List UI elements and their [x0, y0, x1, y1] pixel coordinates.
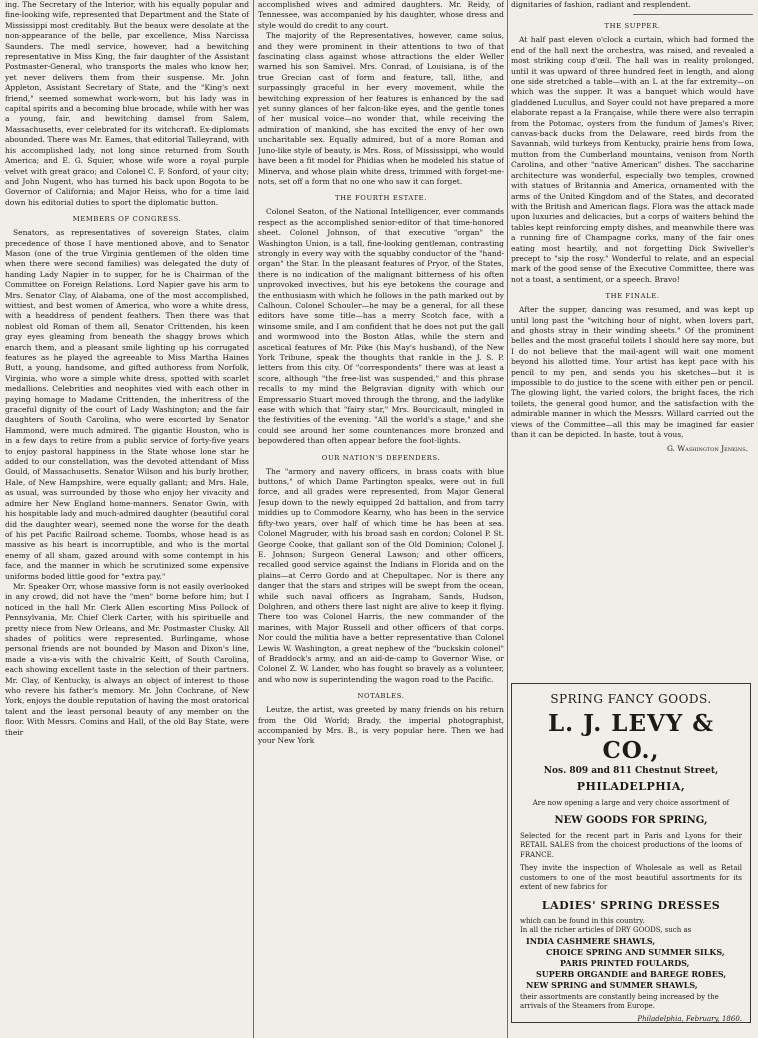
section-heading: THE SUPPER.	[604, 22, 661, 31]
divider	[633, 14, 753, 15]
paragraph: At half past eleven o'clock a curtain, which had formed the end of the hall next the orchestra, was raised, and revealed a most striking coup d'œil. The hall was in reality prolonged, until it was upward of three hundred feet in length, and along one side stretched a table—with an L at the far extremity—on which was the supper. It was a banquet which would have gladdened Lucullus, and Soyer could not have prepared a more elaborate repast a la Française, while there were also terrapin from the Potomac, oysters from the fundum of James's River, canvas-back ducks from the Delaware, reed birds from the Savannah, wild turkeys from Kentucky, prairie hens from Iowa, mutton from the Cumberland mountains, venison from North Carolina, and other "native American" dishes. The saccharine architecture was wonderful, especially two temples, crowned with statues of Britannia and America, ornamented with the arms of the United Kingdom and of the States, and decorated with the British and American flags. Flora was the attack made upon luxuries and delicacies, but a corps of waiters behind the tables kept reinforcing empty dishes, and meanwhile there was a running fire of Champagne corks, many of the fair ones eating most heartily, and not forgetting Dick Swiveller's precept to "sip the rosy." Wonderful to relate, and an especial mark of the good sense of the Executive Committee, there was not a toast, a sentiment, or a speech. Bravo!	[511, 35, 754, 284]
column-right	[511, 0, 754, 672]
ad-found-text: which can be found in this country.	[520, 916, 645, 925]
paragraph: After the supper, dancing was resumed, and was kept up until long past the "witching hour of night, when lovers part, and ghosts stray in their winding sheets." Of the prominent belles and the most graceful toilets I should here say more, but I do not believe that the mail-agent will wait one moment beyond his allotted time. Your artist has kept pace with his pencil to my pen, and sends you his sketches—but it is impossible to do justice to the scene with either pen or pencil. The glowing light, the varied colors, the bright faces, the rich toilets, the general good humor, and the satisfaction with the admirable manner in which the Messrs. Willard carried out the views of the Committee—all this may be imagined far easier than it can be depicted. In haste, tout à vous,	[511, 305, 754, 440]
ad-company-name: L. J. LEVY & CO.,	[547, 710, 715, 764]
column-left	[5, 0, 249, 1038]
paragraph: The "armory and navery officers, in brass coats with blue buttons," of which Dame Partington speaks, were out in full force, and all grades were represented, from Major General Jesup down to the newly equipped 2d battalion, and from tarry middies up to Commodore Kearny, who has been in the service fifty-two years, over half of which time he has been at sea. Colonel Magruder, with his broad sash en cordon; Colonel P. St. George Cooke, that gallant son of the Old Dominion; Colonel J. E. Johnson; Surgeon General Lawson; and other officers, recalled good service against the Indians in Florida and on the plains—at Cerro Gordo and at Chepultapec. Nor is there any danger that the stars and stripes will be swept from the ocean, while such naval officers as Ingraham, Sands, Hudson, Dolghren, and others there last night are alive to keep it flying. There too was Colonel Harris, the new commander of the marines, with Major Russell and other officers of that corps. Nor could the militia have a better representative than Colonel Lewis W. Washington, a great nephew of the "buckskin colonel" of Braddock's army, and an aid-de-camp to Governor Wise, or Colonel Z. W. Lander, who has fought so bravely as a volunteer, and who now is superintending the wagon road to the Pacific.	[258, 466, 504, 684]
section-heading: OUR NATION'S DEFENDERS.	[321, 453, 441, 462]
section-heading: MEMBERS OF CONGRESS.	[72, 215, 182, 224]
ad-invite-text: They invite the inspection of Wholesale as well as Retail customers to one of the most beautiful assortments for its extent of new fabrics for	[520, 864, 742, 891]
ad-city: PHILADELPHIA,	[576, 780, 686, 793]
ad-headline: SPRING FANCY GOODS.	[550, 692, 712, 706]
paragraph: dignitaries of fashion, radiant and resplendent.	[511, 0, 691, 9]
list-item: SUPERB ORGANDIE and BAREGE ROBES,	[536, 968, 727, 979]
signature: G. Washington Jenkins.	[666, 444, 748, 454]
ad-dateline: Philadelphia, February, 1860.	[637, 1014, 742, 1023]
ad-intro: Are now opening a large and very choice assortment of	[532, 799, 730, 807]
ad-address: Nos. 809 and 811 Chestnut Street,	[543, 766, 719, 776]
list-item: NEW SPRING and SUMMER SHAWLS,	[526, 979, 698, 990]
ad-richer-text: In all the richer articles of DRY GOODS, such as	[520, 926, 692, 934]
paragraph: Senators, as representatives of sovereign States, claim precedence of those I have mentioned above, and to Senator Mason (one of the true Virginia gentlemen of the olden time when there were second families) was delegated the duty of handing Lady Napier in to supper, for he is Chairman of the Committee on Foreign Relations. Lord Napier gave his arm to Mrs. Senator Clay, of Alabama, one of the most accomplished, wittiest, and best women of America, who wore a white dress, with a headdress of pendent feathers. Then there was that noblest old Roman of them all, Senator Crittenden, his keen gray eyes gleaming from beneath the shaggy brows which enarch them, and a pleasant smile lighting up his corrugated features as he played the agreeable to Miss Martha Haines Butt, a young, handsome, and gifted authoress from Norfolk, Virginia, who wore a simple white dress, spotted with scarlet medallions. Celebrities and neophites vied with each other in paying homage to Madame Crittenden, the inheritress of the graceful dignity of the court of Lady Washington; and the fair daughters of South Carolina, who were escorted by Senator Hammond, were much admired. The gigantic Houston, who is in a few days to retire from a public service of forty-five years to enjoy pastoral happiness in the State whose lone star he added to our constellation, was the devoted attendant of Miss Gould, of Massachusetts. Senator Wilson and his burly brother, Hale, of New Hampshire, were equally gallant; and Mrs. Hale, as usual, was surrounded by those who enjoy her vivacity and admire her New England home-manners. Senator Gwin, with his hospitable lady and much-admired daughter (beautiful coral did the daughter wear), seemed none the worse for the death of his pet Pacific Railroad scheme. Toombs, whose head is as massive as his heart is incorruptible, and who is the mortal enemy of all sham, gazed around with some contempt in his face, and the manner in which he scrutinized some expensive uniforms boded little good for "extra pay."	[5, 228, 249, 581]
section-heading: NOTABLES.	[357, 692, 405, 701]
paragraph: Mr. Speaker Orr, whose massive form is not easily overlooked in any crowd, did not have the "men" borne before him; but I noticed in the hall Mr. Clerk Allen escorting Miss Pollock of Pennsylvania, Mr. Chief Clerk Carter, with his spirituelle and pretty niece from New Orleans, and Mr. Postmaster Clusky. All shades of politics were represented. Burlingame, whose personal friends are not bounded by Mason and Dixon's line, made a vis-a-vis with the chivalric Keitt, of South Carolina, each showing excellent taste in the selection of their partners. Mr. Clay, of Kentucky, is always an object of interest to those who revere his father's memory. Mr. John Cochrane, of New York, enjoys the double reputation of having the most oratorical talent and the least personal beauty of any member on the floor. With Messrs. Comins and Hall, of the old Bay State, were their	[5, 581, 249, 737]
list-item: CHOICE SPRING AND SUMMER SILKS,	[546, 946, 725, 957]
paragraph: Leutze, the artist, was greeted by many friends on his return from the Old World; Brady, the imperial photographist, accompanied by Mrs. B., is very popular here. Then we had your New York	[258, 705, 504, 746]
list-item: PARIS PRINTED FOULARDS,	[560, 957, 690, 968]
list-item: INDIA CASHMERE SHAWLS,	[526, 935, 656, 946]
ad-item-list	[520, 936, 742, 991]
column-rule	[253, 0, 254, 1038]
ad-new-goods: NEW GOODS FOR SPRING,	[554, 814, 708, 826]
ad-assortment-text: their assortments are constantly being increased by the arrivals of the Steamers from Europe.	[520, 992, 719, 1010]
ad-ladies-dresses: LADIES' SPRING DRESSES	[541, 898, 721, 912]
paragraph: accomplished wives and admired daughters. Mr. Reidy, of Tennessee, was accompanied by his daughter, whose dress and style would do credit to any court.	[258, 0, 504, 30]
advertisement	[511, 683, 751, 1023]
paragraph: ing. The Secretary of the Interior, with his equally popular and fine-looking wife, represented that Department and the State of Mississippi most creditably. But the beaux were desolate at the non-appearance of the belle, par excellence, Miss Narcissa Saunders. The medl service, however, had a bewitching representative in Miss King, the fair daughter of the Assistant Postmaster-General, who transports the males who know her, yet never delivers them from their suspense. Mr. John Appleton, Assistant Secretary of State, and the "King's next friend," seemed somewhat work-worn, but his lady was in capital spirits and a becoming blue brocade, while with her was a young, fair, and bewitching damsel from Salem, Massachusetts, ever celebrated for its witchcraft. Ex-diplomats abounded. There was Mr. Eames, that editorial Talleyrand, with his accomplished lady, not long since returned from South America; and E. G. Squier, whose wife wore a royal purple velvet with great graco; and Colonel C. F. Sonford, of your city; and John Nugent, who has turned his back upon Bogota to be Governor of California; and Major Heiss, who for a time laid down his editorial duties to sport the diplomatic button.	[5, 0, 249, 207]
paragraph: Colonel Seaton, of the National Intelligencer, ever commands respect as the accomplished senior-editor of that time-honored sheet. Colonel Johnson, of that executive "organ" the Washington Union, is a tall, fine-looking gentleman, contrasting strongly in every way with the squabby conductor of the "hand-organ" the Star. In the pleasant features of Pryor, of the States, there is no indication of the malignant bitterness of his often unprovoked invectives, but his eye betokens the courage and the enthusiasm with which he follows in the path marked out by Calhoun. Colonel Schouler—he may be a general, for all these editors have some title—has a merry Scotch face, with a winsome smile, and I am confident that he does not put the gall and wormwood into the Boston Atlas, while the stern and ascetical features of Mr. Pike (his May's husband), of the New York Tribune, speak the thoughts that rankle in the J. S. P. letters from this city. Of "correspondents" there was at least a score, although "the free-list was suspended," and this phrase recalls to my mind the Belgravian dignity with which our Empressario Stuart moved through the throng, and the ladylike ease with which that "fairy star," Mrs. Bourcicault, mingled in the festivities of the evening. "All the world's a stage," and she could see around her some countenances more bronzed and bepowdered than often appear before the foot-lights.	[258, 207, 504, 446]
section-heading: THE FINALE.	[605, 292, 660, 301]
paragraph: The majority of the Representatives, however, came solus, and they were prominent in their attentions to two of that fascinating class against whose attractions the elder Weller warned his son Samivel. Mrs. Conrad, of Louisiana, is of the true Grecian cast of form and feature, tall, lithe, and surpassingly graceful in her every movement, while the bewitching expression of her features is enhanced by the sad yet sunny glances of her falcon-like eyes, and the gentle tones of her musical voice—no wonder that, while receiving the admiration of mankind, she has excited the envy of her own uncharitable sex. Equally admired, but of a more Roman and Juno-like style of beauty, is Mrs. Ross, of Mississippi, who would have been a fit model for Phidias when he modeled his statue of Minerva, and whose plain white dress, trimmed with forget-me-nots, set off a form that no one who saw it can forget.	[258, 31, 504, 186]
column-middle	[258, 0, 504, 1038]
section-heading: THE FOURTH ESTATE.	[335, 194, 427, 203]
column-rule	[507, 0, 508, 1038]
ad-selected-text: Selected for the recent part in Paris and Lyons for their RETAIL SALES from the choicest productions of the looms of FRANCE.	[520, 831, 742, 859]
